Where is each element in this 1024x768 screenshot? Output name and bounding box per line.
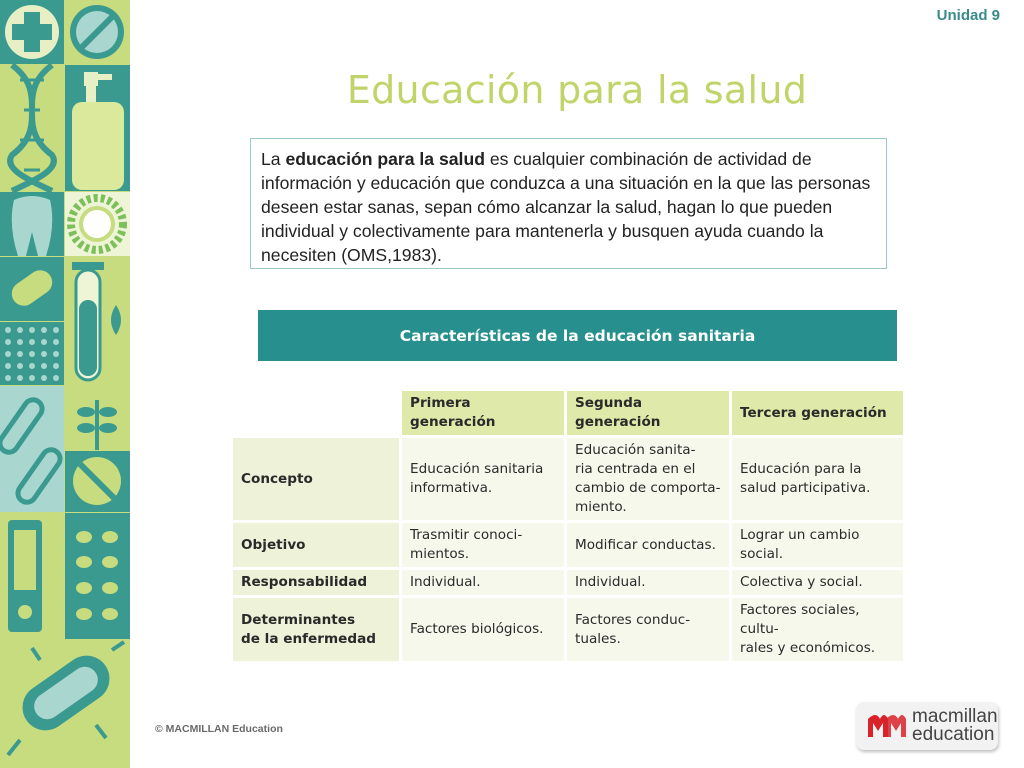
- table-corner: [233, 391, 399, 435]
- publisher-logo: [856, 702, 998, 750]
- table-cell-concepto-first-generation: Educación sanitaria informativa.: [402, 438, 564, 520]
- publisher-logo-mark-icon: [866, 709, 906, 744]
- table-cell-concepto-third-generation: Educación para la salud participativa.: [732, 438, 903, 520]
- germ-icon: [0, 640, 130, 768]
- copyright-notice: © MACMILLAN Education: [155, 723, 283, 735]
- paperclip-icon: [0, 386, 64, 512]
- table-cell-determinantes-first-generation: Factores biológicos.: [402, 598, 564, 661]
- table-cell-objetivo-second-generation: Modificar conductas.: [567, 523, 729, 567]
- table-row: [233, 570, 903, 595]
- unit-label: Unidad 9: [936, 7, 1000, 24]
- capsule-icon: [65, 451, 130, 512]
- row-header-objetivo: Objetivo: [233, 523, 399, 567]
- table-body: [233, 438, 903, 661]
- table-row: [233, 523, 903, 567]
- definition-text: es cualquier combinación de actividad de información y educación que conduzca a una situación en la que las personas deseen estar sanas, sepan cómo alcanzar la salud, hagan lo que pueden individual y colectivamente para mantenerla y busquen ayuda cuando la necesiten (OMS,1983).: [261, 149, 871, 265]
- column-header-third-generation: Tercera generación: [732, 391, 903, 435]
- table-cell-determinantes-second-generation: Factores conduc- tuales.: [567, 598, 729, 661]
- characteristics-table: [230, 388, 906, 664]
- dots-pattern-icon: [0, 322, 64, 385]
- page-title: Educación para la salud: [346, 68, 808, 112]
- plant-icon: [65, 386, 130, 450]
- table-row: [233, 598, 903, 661]
- table-cell-responsabilidad-third-generation: Colectiva y social.: [732, 570, 903, 595]
- row-header-determinantes: Determinantes de la enfermedad: [233, 598, 399, 661]
- table-row: [233, 438, 903, 520]
- table-cell-objetivo-first-generation: Trasmitir conoci- mientos.: [402, 523, 564, 567]
- bacteria-icon: [0, 257, 64, 321]
- pill-pack-icon: [65, 513, 130, 639]
- row-header-concepto: Concepto: [233, 438, 399, 520]
- column-header-second-generation: Segunda generación: [567, 391, 729, 435]
- publisher-logo-line1: macmillan: [912, 706, 998, 727]
- publisher-logo-line2: education: [912, 724, 995, 745]
- tooth-icon: [0, 192, 64, 256]
- row-header-responsabilidad: Responsabilidad: [233, 570, 399, 595]
- section-banner-label: Características de la educación sanitaria: [399, 326, 756, 345]
- inhaler-icon: [0, 513, 64, 639]
- table-cell-concepto-second-generation: Educación sanita- ria centrada en el cambio de comporta- miento.: [567, 438, 729, 520]
- table-cell-responsabilidad-second-generation: Individual.: [567, 570, 729, 595]
- table-header-row: [233, 391, 903, 435]
- definition-intro: La: [261, 149, 286, 169]
- pill-icon: [65, 0, 130, 64]
- column-header-first-generation: Primera generación: [402, 391, 564, 435]
- section-banner: [258, 310, 897, 361]
- definition-box: [250, 138, 887, 269]
- medical-cross-icon: [0, 0, 64, 64]
- table-cell-responsabilidad-first-generation: Individual.: [402, 570, 564, 595]
- table-cell-determinantes-third-generation: Factores sociales, cultu- rales y económicos.: [732, 598, 903, 661]
- virus-icon: [65, 192, 130, 256]
- publisher-logo-wordmark: [912, 708, 998, 744]
- definition-term: educación para la salud: [285, 149, 485, 169]
- table-cell-objetivo-third-generation: Lograr un cambio social.: [732, 523, 903, 567]
- decorative-health-strip: [0, 0, 130, 768]
